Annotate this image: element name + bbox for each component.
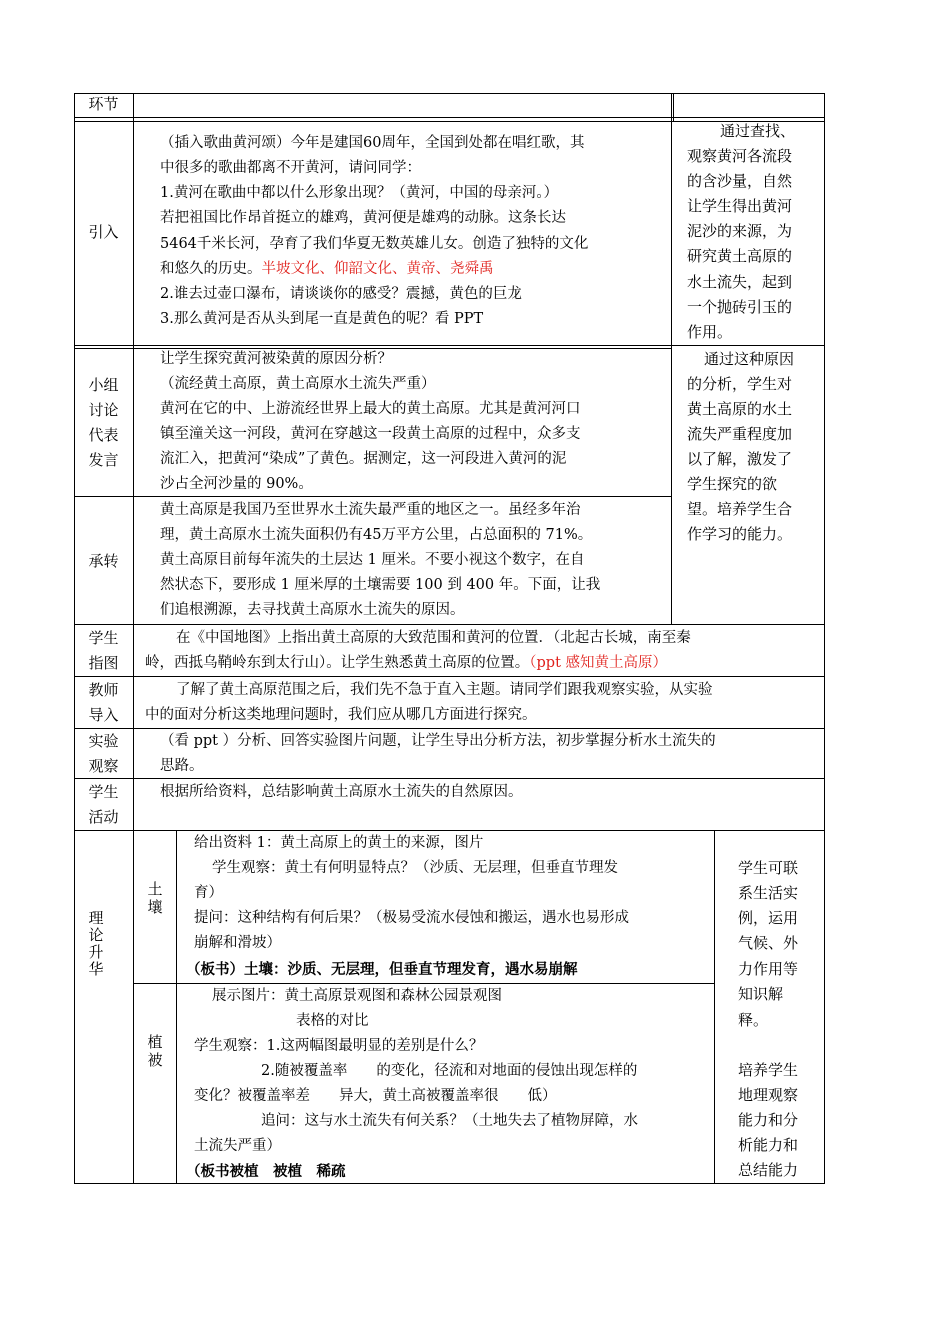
label-char: 指图 [88, 654, 119, 672]
text-line: 表格的对比 [296, 1013, 369, 1029]
text-line: （插入歌曲黄河颂）今年是建国60周年，全国到处都在唱红歌，其 [160, 135, 585, 151]
label-char: 论 [88, 926, 104, 944]
label-char: 讨论 [88, 401, 119, 419]
text-line [160, 257, 494, 282]
text-line: 崩解和滑坡） [194, 935, 281, 951]
label-char: 植 [147, 1033, 163, 1051]
label-char: 活动 [88, 808, 119, 826]
text-line: 了解了黄土高原范围之后，我们先不急于直入主题。请同学们跟我观察实验，从实验 [176, 682, 713, 698]
board-note: （板书被植 被植 稀疏 [186, 1163, 346, 1180]
label-char: 代表 [88, 426, 119, 444]
label-char: 学生 [88, 783, 119, 801]
note-line: 让学生得出黄河 [687, 197, 793, 215]
text-line: 沙占全河沙量的 90%。 [160, 476, 313, 492]
note-line: 培养学生 [738, 1061, 799, 1079]
text-line: 中很多的歌曲都离不开黄河，请问同学： [160, 160, 421, 176]
label-char: 理 [88, 909, 104, 927]
note-line: 观察黄河各流段 [687, 147, 793, 165]
note-line: 流失严重程度加 [687, 425, 793, 443]
note-line: 望。培养学生合 [687, 500, 793, 518]
label-char: 升 [88, 943, 104, 961]
note-line: 知识解 [738, 985, 784, 1003]
text-line [145, 651, 667, 676]
text-line: 3.那么黄河是否从头到尾一直是黄色的呢？看 PPT [160, 311, 484, 327]
text-line: 在《中国地图》上指出黄土高原的大致范围和黄河的位置．（北起古长城，南至秦 [176, 630, 691, 646]
label-char: 观察 [88, 757, 119, 775]
note-line: 释。 [738, 1011, 769, 1029]
text-line: 理，黄土高原水土流失面积仍有45万平方公里，占总面积的 71%。 [160, 527, 593, 543]
note-line: 例，运用 [738, 909, 799, 927]
text-line: 追问：这与水土流失有何关系？（土地失去了植物屏障，水 [261, 1113, 638, 1129]
text-span: 和悠久的历史。 [160, 261, 262, 277]
note-line: 水土流失，起到 [687, 273, 793, 291]
note-line: 黄土高原的水土 [687, 400, 793, 418]
text-line: 学生观察：1.这两幅图最明显的差别是什么？ [194, 1038, 484, 1054]
label-char: 教师 [88, 681, 119, 699]
label-char: 小组 [88, 376, 119, 394]
text-line: 1.黄河在歌曲中都以什么形象出现？（黄河，中国的母亲河。） [160, 185, 559, 201]
text-span: 岭，西抵乌鞘岭东到太行山）。让学生熟悉黄土高原的位置。 [145, 655, 530, 671]
note-line: 析能力和 [738, 1136, 799, 1154]
text-line: （看 ppt ）分析、回答实验图片问题，让学生导出分析方法，初步掌握分析水土流失的 [160, 733, 716, 749]
text-line: （流经黄土高原，黄土高原水土流失严重） [160, 376, 436, 392]
highlight-text: 半坡文化、仰韶文化、黄帝、尧舜禹 [261, 261, 494, 277]
text-line: 黄土高原是我国乃至世界水土流失最严重的地区之一。虽经多年治 [160, 502, 581, 518]
label-char: 华 [88, 960, 104, 978]
text-line: 让学生探究黄河被染黄的原因分析？ [160, 351, 392, 367]
transition-label: 承转 [88, 552, 119, 570]
note-line: 作用。 [687, 323, 733, 341]
note-line: 总结能力 [738, 1161, 799, 1179]
text-line: 思路。 [160, 758, 204, 774]
text-line: 展示图片：黄土高原景观图和森林公园景观图 [212, 988, 502, 1004]
text-line: 土流失严重） [194, 1138, 281, 1154]
intro-label: 引入 [88, 223, 119, 241]
note-line: 以了解，激发了 [687, 450, 793, 468]
label-char: 学生 [88, 629, 119, 647]
note-line: 通过查找、 [720, 122, 796, 140]
highlight-text: （ppt 感知黄土高原） [529, 655, 667, 671]
text-line: 2.随被覆盖率 的变化，径流和对地面的侵蚀出现怎样的 [261, 1063, 638, 1079]
note-line: 一个抛砖引玉的 [687, 298, 793, 316]
text-line: 镇至潼关这一河段，黄河在穿越这一段黄土高原的过程中，众多支 [160, 426, 581, 442]
text-line: 学生观察：黄土有何明显特点？（沙质、无层理，但垂直节理发 [212, 860, 618, 876]
label-char: 导入 [88, 706, 119, 724]
note-line: 系生活实 [738, 884, 799, 902]
text-line: 变化？被覆盖率差 异大，黄土高被覆盖率很 低） [194, 1088, 557, 1104]
note-line: 泥沙的来源，为 [687, 222, 793, 240]
label-char: 壤 [147, 898, 163, 916]
label-char: 土 [147, 880, 163, 898]
note-line: 的分析，学生对 [687, 375, 793, 393]
label-char: 发言 [88, 451, 119, 469]
text-line: 育） [194, 885, 223, 901]
text-line: 5464千米长河，孕育了我们华夏无数英雄儿女。创造了独特的文化 [160, 236, 589, 252]
note-line: 气候、外 [738, 934, 799, 952]
text-line: 黄土高原目前每年流失的土层达 1 厘米。不要小视这个数字，在自 [160, 552, 585, 568]
text-line: 提问：这种结构有何后果？（极易受流水侵蚀和搬运，遇水也易形成 [194, 910, 629, 926]
text-line: 们追根溯源，去寻找黄土高原水土流失的原因。 [160, 602, 465, 618]
note-line: 作学习的能力。 [687, 525, 793, 543]
text-line: 若把祖国比作昂首挺立的雄鸡，黄河便是雄鸡的动脉。这条长达 [160, 210, 566, 226]
note-line: 力作用等 [738, 960, 799, 978]
note-line: 的含沙量，自然 [687, 172, 793, 190]
text-line: 然状态下，要形成 1 厘米厚的土壤需要 100 到 400 年。下面，让我 [160, 577, 601, 593]
text-line: 给出资料 1：黄土高原上的黄土的来源，图片 [194, 835, 484, 851]
note-line: 研究黄土高原的 [687, 247, 793, 265]
header-label: 环节 [88, 95, 119, 113]
text-line: 黄河在它的中、上游流经世界上最大的黄土高原。尤其是黄河河口 [160, 401, 581, 417]
board-note: （板书）土壤：沙质、无层理，但垂直节理发育，遇水易崩解 [186, 961, 578, 978]
text-line: 2.谁去过壶口瀑布，请谈谈你的感受？震撼，黄色的巨龙 [160, 286, 522, 302]
label-char: 被 [147, 1051, 163, 1069]
text-line: 流汇入，把黄河“染成”了黄色。据测定，这一河段进入黄河的泥 [160, 451, 567, 467]
text-line: 中的面对分析这类地理问题时，我们应从哪几方面进行探究。 [145, 707, 537, 723]
note-line: 通过这种原因 [704, 350, 795, 368]
note-line: 能力和分 [738, 1111, 799, 1129]
note-line: 学生探究的欲 [687, 475, 778, 493]
note-line: 学生可联 [738, 859, 799, 877]
label-char: 实验 [88, 732, 119, 750]
text-line: 根据所给资料，总结影响黄土高原水土流失的自然原因。 [160, 784, 523, 800]
note-line: 地理观察 [738, 1086, 799, 1104]
